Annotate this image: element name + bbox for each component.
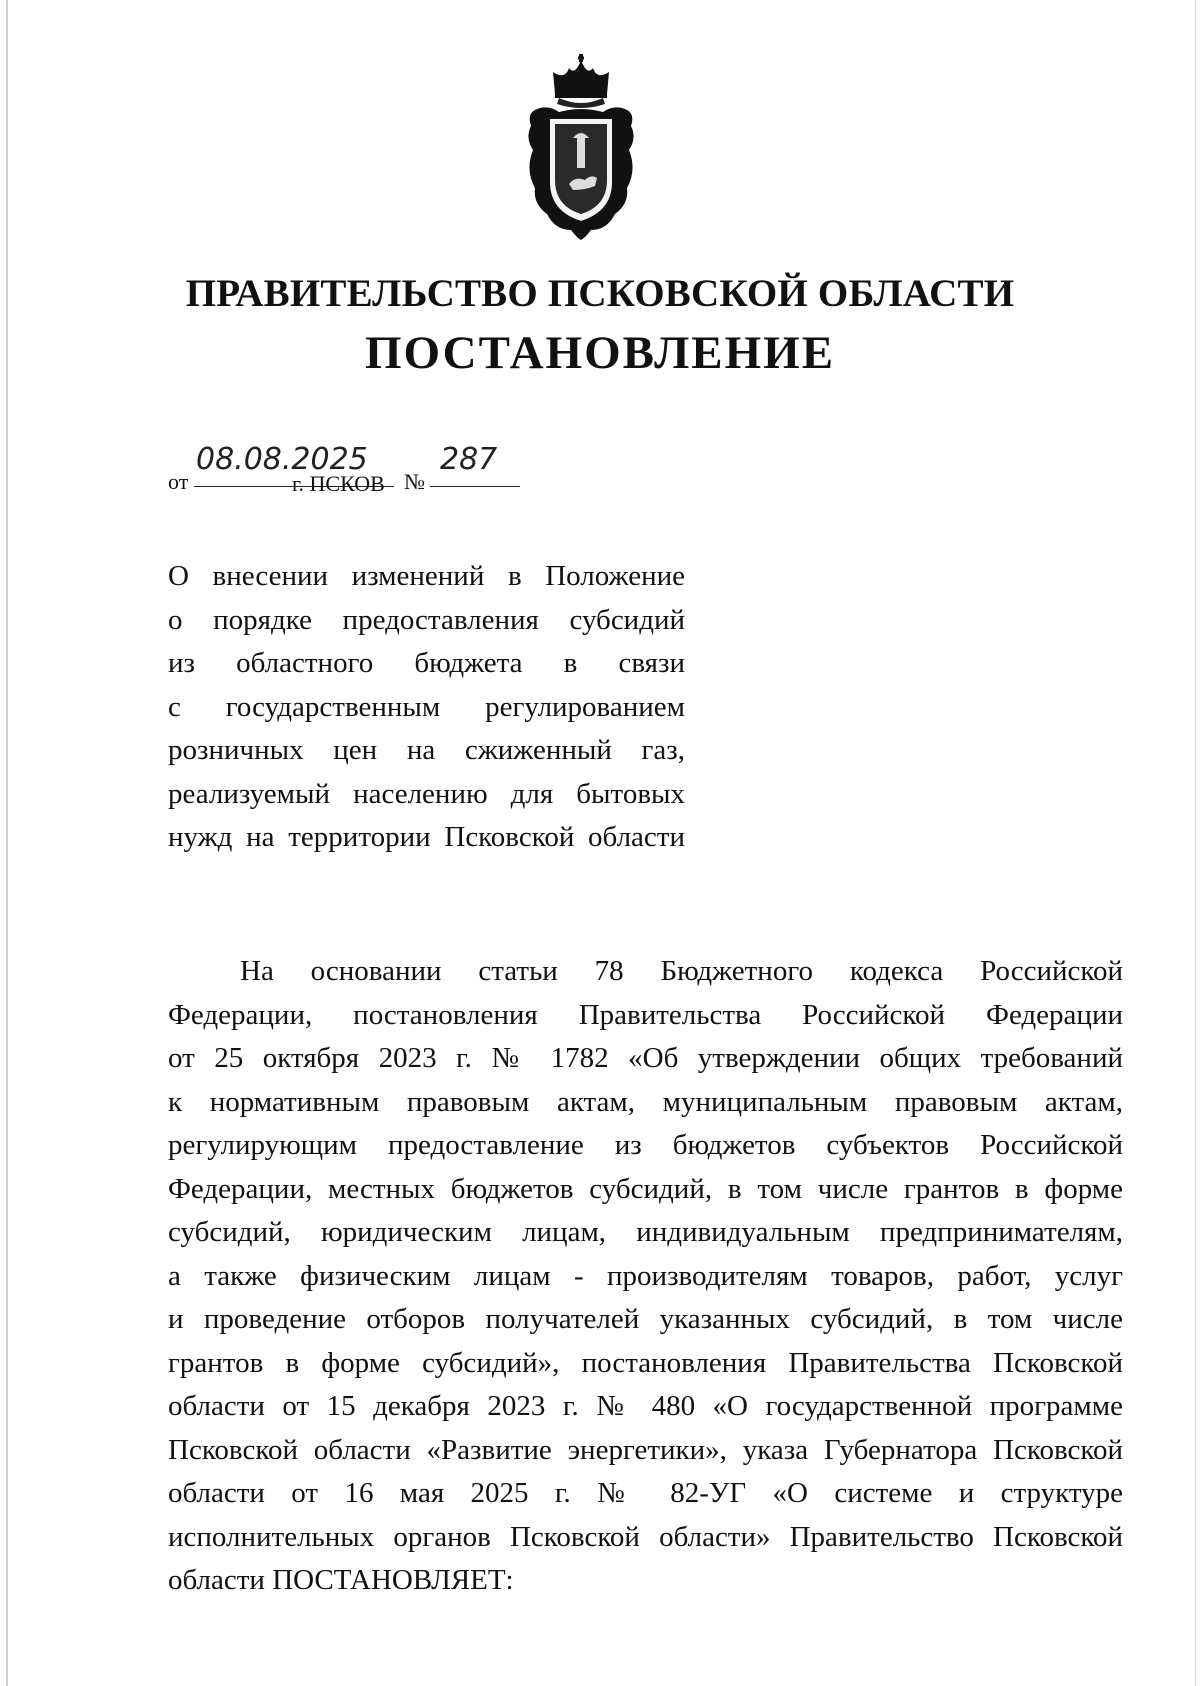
scan-edge-right bbox=[1195, 0, 1196, 1686]
subject-line: нужд на территории Псковской области bbox=[168, 821, 685, 853]
body-line: На основании статьи 78 Бюджетного кодекса Российской bbox=[240, 955, 1123, 987]
body-line: области ПОСТАНОВЛЯЕТ: bbox=[168, 1564, 514, 1596]
handwritten-number: 287 bbox=[440, 442, 498, 477]
number-label: № bbox=[404, 469, 425, 494]
city-label: г. ПСКОВ bbox=[292, 471, 385, 496]
scan-edge-left bbox=[6, 0, 8, 1686]
document-subject bbox=[168, 555, 685, 860]
body-line: области от 16 мая 2025 г. № 82-УГ «О системе и структуре bbox=[168, 1477, 1123, 1509]
body-line: Федерации, постановления Правительства Российской Федерации bbox=[168, 998, 1123, 1031]
document-type-title: ПОСТАНОВЛЕНИЕ bbox=[364, 327, 836, 379]
body-line: Федерации, местных бюджетов субсидий, в том числе грантов в форме bbox=[168, 1172, 1123, 1205]
coat-of-arms-icon bbox=[525, 54, 637, 240]
number-underline bbox=[430, 486, 520, 487]
body-line: регулирующим предоставление из бюджетов субъектов Российской bbox=[168, 1129, 1123, 1161]
subject-line: О внесении изменений в Положение bbox=[168, 560, 685, 592]
body-line: области от 15 декабря 2023 г. № 480 «О государственной программе bbox=[168, 1390, 1123, 1422]
preamble-paragraph bbox=[168, 950, 1123, 1603]
subject-line: розничных цен на сжиженный газ, bbox=[168, 734, 685, 766]
body-line: Псковской области «Развитие энергетики», указа Губернатора Псковской bbox=[168, 1433, 1123, 1466]
body-line: к нормативным правовым актам, муниципальным правовым актам, bbox=[168, 1085, 1123, 1118]
subject-line: реализуемый населению для бытовых bbox=[168, 777, 685, 810]
handwritten-date: 08.08.2025 bbox=[196, 442, 368, 477]
subject-line: из областного бюджета в связи bbox=[168, 647, 685, 679]
body-line: а также физическим лицам - производителям товаров, работ, услуг bbox=[168, 1259, 1123, 1292]
body-line: и проведение отборов получателей указанных субсидий, в том числе bbox=[168, 1303, 1123, 1335]
subject-line: с государственным регулированием bbox=[168, 690, 685, 723]
date-from-label: от bbox=[168, 469, 189, 494]
body-line: исполнительных органов Псковской области» Правительство Псковской bbox=[168, 1520, 1123, 1553]
subject-line: о порядке предоставления субсидий bbox=[168, 603, 685, 636]
body-line: грантов в форме субсидий», постановления Правительства Псковской bbox=[168, 1346, 1123, 1379]
government-title: ПРАВИТЕЛЬСТВО ПСКОВСКОЙ ОБЛАСТИ bbox=[185, 272, 1015, 315]
body-line: от 25 октября 2023 г. № 1782 «Об утверждении общих требований bbox=[168, 1042, 1123, 1074]
body-line: субсидий, юридическим лицам, индивидуальным предпринимателям, bbox=[168, 1216, 1123, 1248]
